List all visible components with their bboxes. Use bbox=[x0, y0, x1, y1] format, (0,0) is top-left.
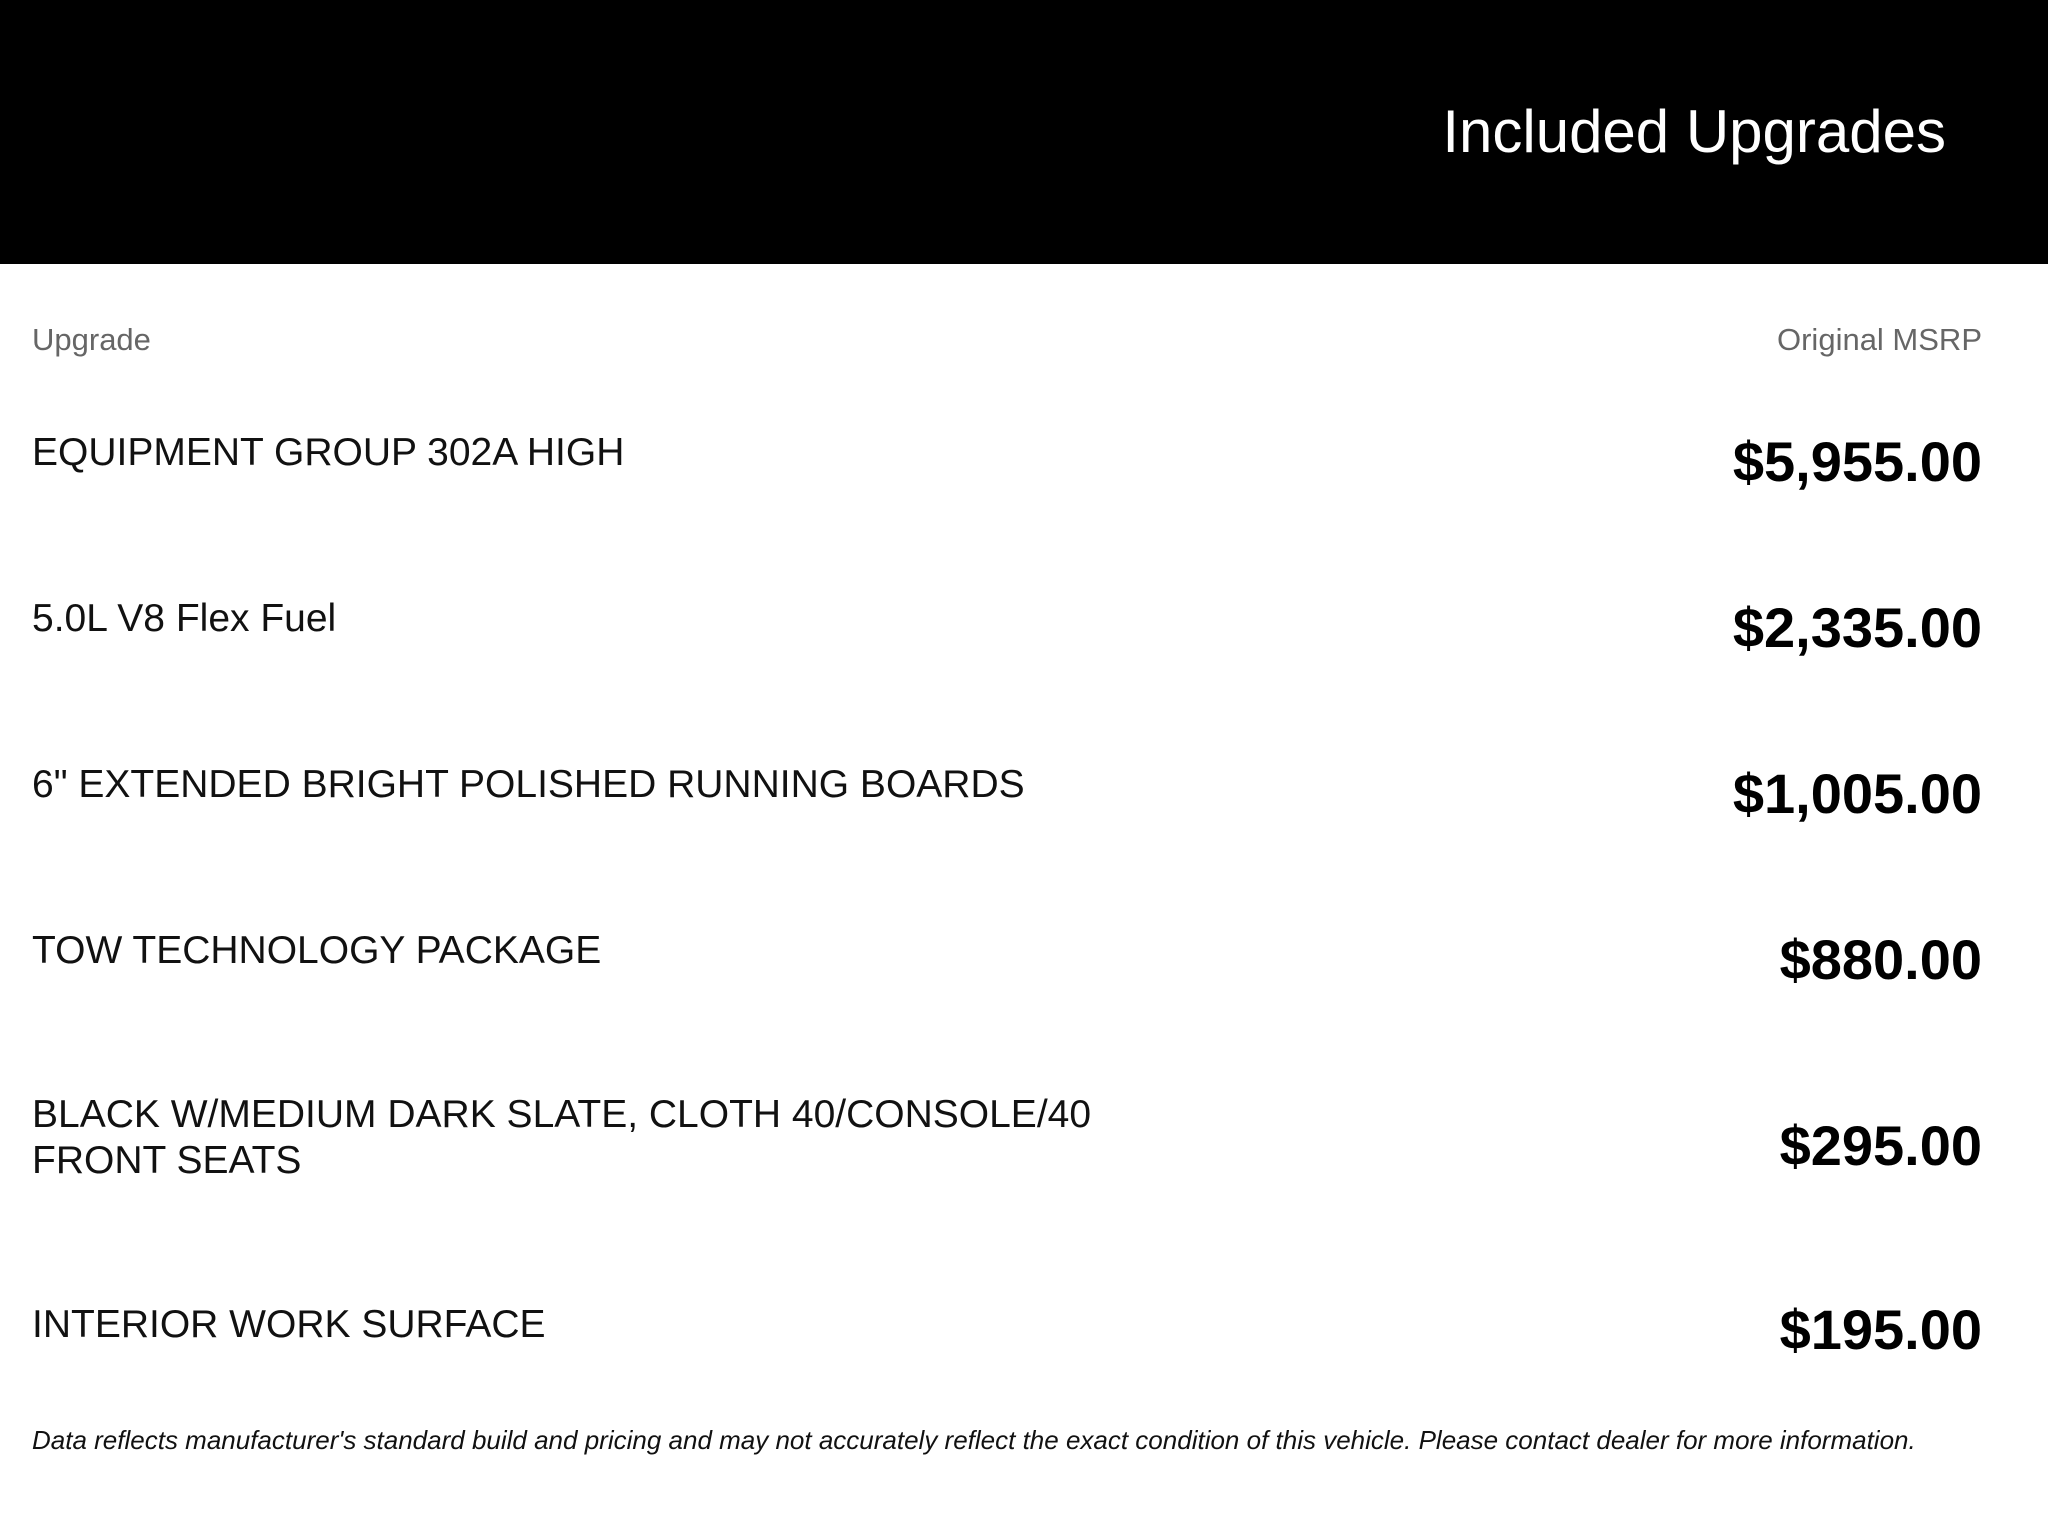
upgrade-name: 6" EXTENDED BRIGHT POLISHED RUNNING BOARDS bbox=[32, 763, 1025, 806]
column-header-original-msrp: Original MSRP bbox=[1777, 322, 1982, 357]
disclaimer-text: Data reflects manufacturer's standard build and pricing and may not accurately reflect the exact condition of this vehicle. Please contact dealer for more information. bbox=[32, 1425, 1916, 1455]
column-header-upgrade: Upgrade bbox=[32, 322, 151, 357]
upgrade-price: $880.00 bbox=[1779, 928, 1982, 991]
upgrade-name: BLACK W/MEDIUM DARK SLATE, CLOTH 40/CONSOLE/40 FRONT SEATS bbox=[32, 1093, 1092, 1182]
upgrade-name: 5.0L V8 Flex Fuel bbox=[32, 597, 337, 640]
upgrade-row bbox=[32, 408, 1982, 582]
upgrade-price: $195.00 bbox=[1779, 1298, 1982, 1361]
upgrade-price: $2,335.00 bbox=[1732, 596, 1982, 659]
upgrade-row bbox=[32, 1238, 1982, 1412]
page-title: Included Upgrades bbox=[1442, 98, 1946, 165]
upgrade-price: $1,005.00 bbox=[1732, 762, 1982, 825]
upgrade-row bbox=[32, 574, 1982, 748]
upgrade-price: $295.00 bbox=[1779, 1114, 1982, 1177]
upgrade-row bbox=[32, 1072, 1982, 1246]
upgrade-name: INTERIOR WORK SURFACE bbox=[32, 1303, 546, 1346]
upgrade-name: TOW TECHNOLOGY PACKAGE bbox=[32, 929, 602, 972]
column-headers bbox=[32, 318, 1982, 362]
upgrade-price: $5,955.00 bbox=[1732, 430, 1982, 493]
upgrade-row bbox=[32, 740, 1982, 914]
header-bar bbox=[0, 0, 2048, 264]
upgrade-name: EQUIPMENT GROUP 302A HIGH bbox=[32, 431, 625, 474]
upgrade-row bbox=[32, 906, 1982, 1080]
